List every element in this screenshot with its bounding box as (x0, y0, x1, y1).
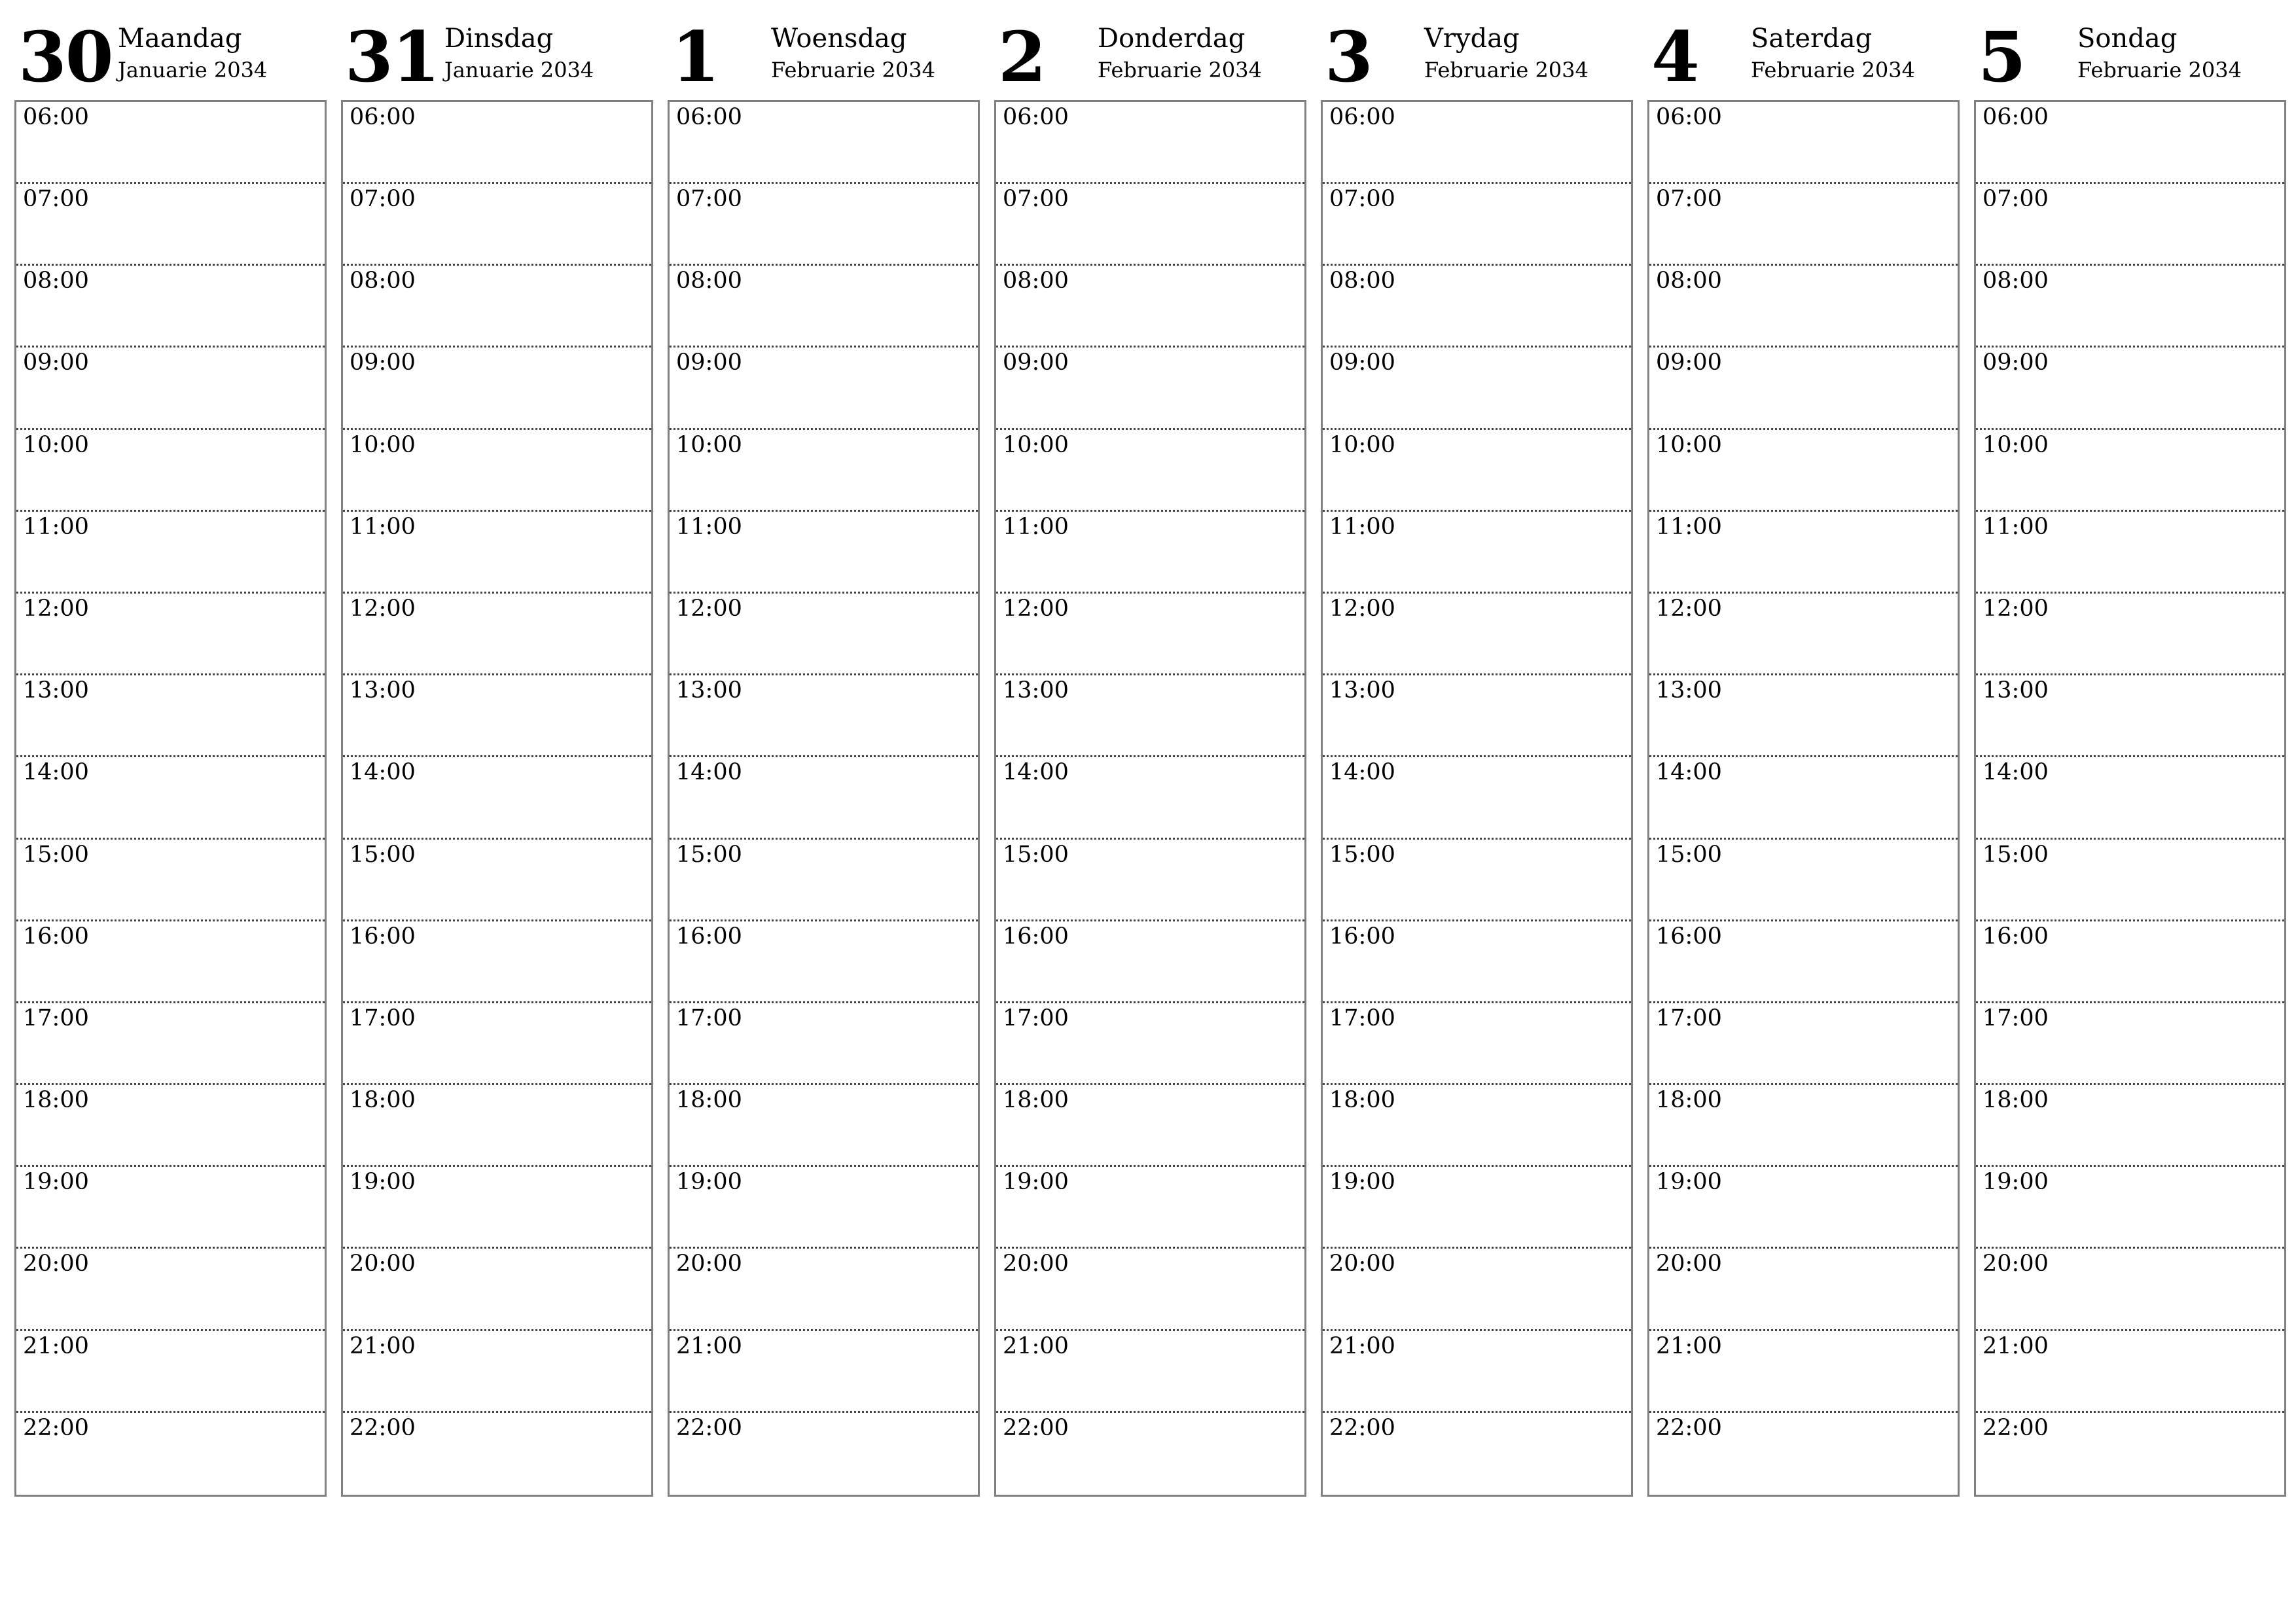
hour-slot[interactable] (670, 1003, 978, 1085)
hour-slot[interactable] (1976, 102, 2284, 184)
hour-label: 21:00 (1982, 1332, 2049, 1359)
hour-label: 07:00 (1656, 186, 1722, 212)
day-number: 30 (18, 16, 113, 98)
hour-slot[interactable] (1976, 184, 2284, 266)
hour-label: 18:00 (1982, 1087, 2049, 1114)
hour-slot[interactable] (996, 840, 1304, 921)
hour-slot[interactable] (1649, 594, 1958, 675)
hour-label: 20:00 (1982, 1251, 2049, 1277)
hour-slot[interactable] (996, 266, 1304, 348)
hour-label: 22:00 (350, 1414, 416, 1441)
hour-label: 19:00 (1656, 1169, 1722, 1196)
day-header (994, 14, 1306, 100)
hour-slot[interactable] (996, 675, 1304, 757)
hour-slot[interactable] (16, 512, 325, 594)
hour-slot[interactable] (996, 757, 1304, 839)
day-name: Donderdag (1098, 24, 1246, 54)
hour-label: 15:00 (1003, 841, 1069, 868)
day-name: Maandag (118, 24, 242, 54)
hour-label: 20:00 (1329, 1251, 1395, 1277)
hour-label: 10:00 (350, 431, 416, 458)
hour-label: 11:00 (1656, 513, 1722, 540)
hour-label: 10:00 (1003, 431, 1069, 458)
hour-slot[interactable] (343, 1413, 651, 1495)
hour-label: 21:00 (350, 1332, 416, 1359)
day-name: Woensdag (771, 24, 907, 54)
hour-slot[interactable] (16, 1167, 325, 1249)
hour-slot[interactable] (1976, 840, 2284, 921)
hour-label: 06:00 (676, 103, 742, 130)
hour-label: 07:00 (676, 186, 742, 212)
hour-slot[interactable] (1323, 921, 1631, 1003)
hour-label: 15:00 (1982, 841, 2049, 868)
hour-label: 21:00 (1003, 1332, 1069, 1359)
hour-slot[interactable] (1976, 512, 2284, 594)
day-schedule (668, 100, 980, 1497)
hour-label: 12:00 (1982, 595, 2049, 622)
hour-label: 16:00 (23, 923, 89, 950)
hour-label: 09:00 (1329, 349, 1395, 376)
hour-slot[interactable] (1649, 512, 1958, 594)
hour-slot[interactable] (1323, 594, 1631, 675)
hour-label: 16:00 (350, 923, 416, 950)
hour-slot[interactable] (16, 102, 325, 184)
hour-label: 20:00 (676, 1251, 742, 1277)
day-name: Saterdag (1751, 24, 1873, 54)
hour-label: 13:00 (1329, 677, 1395, 704)
hour-slot[interactable] (1649, 1331, 1958, 1413)
hour-label: 07:00 (23, 186, 89, 212)
hour-label: 22:00 (23, 1414, 89, 1441)
hour-slot[interactable] (1649, 675, 1958, 757)
hour-slot[interactable] (670, 675, 978, 757)
day-name: Sondag (2077, 24, 2178, 54)
hour-slot[interactable] (343, 102, 651, 184)
hour-label: 19:00 (1329, 1169, 1395, 1196)
day-number: 31 (345, 16, 439, 98)
hour-label: 19:00 (1003, 1169, 1069, 1196)
day-column (1974, 14, 2286, 1497)
hour-slot[interactable] (343, 184, 651, 266)
hour-label: 16:00 (1982, 923, 2049, 950)
hour-label: 08:00 (1003, 268, 1069, 294)
day-text (771, 24, 935, 82)
day-text (1424, 24, 1588, 82)
hour-slot[interactable] (16, 921, 325, 1003)
hour-label: 21:00 (23, 1332, 89, 1359)
hour-label: 14:00 (676, 759, 742, 786)
day-header (668, 14, 980, 100)
hour-label: 16:00 (1329, 923, 1395, 950)
day-text (118, 24, 267, 82)
hour-label: 17:00 (1003, 1005, 1069, 1031)
hour-label: 17:00 (1982, 1005, 2049, 1031)
hour-label: 13:00 (1982, 677, 2049, 704)
hour-slot[interactable] (1649, 1167, 1958, 1249)
hour-slot[interactable] (996, 1331, 1304, 1413)
hour-label: 11:00 (1982, 513, 2049, 540)
hour-slot[interactable] (16, 840, 325, 921)
month-year: Februarie 2034 (771, 58, 935, 82)
hour-slot[interactable] (16, 1249, 325, 1330)
hour-slot[interactable] (343, 348, 651, 429)
hour-slot[interactable] (670, 1331, 978, 1413)
hour-slot[interactable] (16, 1331, 325, 1413)
hour-slot[interactable] (996, 921, 1304, 1003)
hour-slot[interactable] (1323, 430, 1631, 512)
weekly-planner (14, 14, 2283, 1497)
hour-label: 14:00 (1656, 759, 1722, 786)
hour-label: 16:00 (1656, 923, 1722, 950)
month-year: Februarie 2034 (1424, 58, 1588, 82)
hour-label: 15:00 (1656, 841, 1722, 868)
hour-label: 13:00 (350, 677, 416, 704)
hour-label: 18:00 (23, 1087, 89, 1114)
hour-slot[interactable] (1976, 757, 2284, 839)
hour-label: 20:00 (350, 1251, 416, 1277)
hour-slot[interactable] (1649, 1249, 1958, 1330)
hour-slot[interactable] (343, 675, 651, 757)
hour-label: 10:00 (1982, 431, 2049, 458)
hour-slot[interactable] (343, 266, 651, 348)
day-header (1974, 14, 2286, 100)
hour-label: 08:00 (1656, 268, 1722, 294)
hour-label: 22:00 (1329, 1414, 1395, 1441)
hour-slot[interactable] (1649, 1003, 1958, 1085)
hour-label: 20:00 (1656, 1251, 1722, 1277)
hour-slot[interactable] (1649, 1085, 1958, 1167)
hour-slot[interactable] (1323, 675, 1631, 757)
day-schedule (994, 100, 1306, 1497)
month-year: Februarie 2034 (1098, 58, 1262, 82)
hour-slot[interactable] (996, 1249, 1304, 1330)
hour-slot[interactable] (1976, 1003, 2284, 1085)
hour-label: 10:00 (1329, 431, 1395, 458)
hour-label: 07:00 (1329, 186, 1395, 212)
hour-slot[interactable] (343, 1085, 651, 1167)
hour-slot[interactable] (996, 594, 1304, 675)
hour-label: 08:00 (1982, 268, 2049, 294)
hour-label: 12:00 (676, 595, 742, 622)
hour-slot[interactable] (1649, 430, 1958, 512)
hour-slot[interactable] (1323, 840, 1631, 921)
hour-label: 10:00 (676, 431, 742, 458)
day-text (1098, 24, 1262, 82)
month-year: Februarie 2034 (1751, 58, 1915, 82)
hour-slot[interactable] (996, 184, 1304, 266)
hour-label: 13:00 (676, 677, 742, 704)
day-schedule (1647, 100, 1960, 1497)
hour-label: 08:00 (676, 268, 742, 294)
hour-label: 12:00 (1329, 595, 1395, 622)
hour-label: 06:00 (350, 103, 416, 130)
hour-label: 11:00 (23, 513, 89, 540)
hour-slot[interactable] (1976, 594, 2284, 675)
hour-slot[interactable] (1323, 512, 1631, 594)
day-header (1647, 14, 1960, 100)
hour-label: 12:00 (1656, 595, 1722, 622)
hour-slot[interactable] (1323, 102, 1631, 184)
hour-slot[interactable] (343, 1249, 651, 1330)
hour-label: 07:00 (1003, 186, 1069, 212)
day-text (444, 24, 594, 82)
hour-slot[interactable] (996, 512, 1304, 594)
hour-label: 11:00 (1329, 513, 1395, 540)
month-year: Januarie 2034 (118, 58, 268, 82)
hour-label: 16:00 (1003, 923, 1069, 950)
hour-slot[interactable] (1649, 840, 1958, 921)
hour-slot[interactable] (996, 102, 1304, 184)
hour-slot[interactable] (16, 430, 325, 512)
hour-label: 06:00 (1329, 103, 1395, 130)
day-number: 1 (672, 16, 719, 98)
hour-slot[interactable] (670, 1085, 978, 1167)
day-schedule (1321, 100, 1633, 1497)
day-column (341, 14, 653, 1497)
hour-label: 09:00 (350, 349, 416, 376)
hour-label: 21:00 (1329, 1332, 1395, 1359)
hour-slot[interactable] (670, 921, 978, 1003)
hour-slot[interactable] (1976, 1085, 2284, 1167)
hour-slot[interactable] (670, 348, 978, 429)
hour-slot[interactable] (996, 1003, 1304, 1085)
hour-label: 18:00 (1329, 1087, 1395, 1114)
hour-slot[interactable] (670, 430, 978, 512)
hour-label: 09:00 (1656, 349, 1722, 376)
hour-slot[interactable] (1649, 102, 1958, 184)
hour-label: 06:00 (1003, 103, 1069, 130)
hour-label: 06:00 (23, 103, 89, 130)
hour-label: 14:00 (1982, 759, 2049, 786)
hour-label: 21:00 (676, 1332, 742, 1359)
hour-slot[interactable] (1323, 184, 1631, 266)
hour-label: 07:00 (1982, 186, 2049, 212)
hour-slot[interactable] (343, 757, 651, 839)
hour-label: 06:00 (1982, 103, 2049, 130)
hour-slot[interactable] (1649, 921, 1958, 1003)
hour-slot[interactable] (343, 594, 651, 675)
day-header (341, 14, 653, 100)
hour-slot[interactable] (1323, 1413, 1631, 1495)
day-number: 4 (1651, 16, 1698, 98)
hour-slot[interactable] (670, 184, 978, 266)
hour-label: 15:00 (350, 841, 416, 868)
hour-label: 17:00 (1329, 1005, 1395, 1031)
hour-label: 19:00 (1982, 1169, 2049, 1196)
hour-label: 22:00 (1656, 1414, 1722, 1441)
hour-slot[interactable] (1323, 1167, 1631, 1249)
hour-slot[interactable] (343, 921, 651, 1003)
hour-slot[interactable] (996, 1413, 1304, 1495)
hour-label: 15:00 (23, 841, 89, 868)
hour-label: 18:00 (1656, 1087, 1722, 1114)
hour-slot[interactable] (1649, 348, 1958, 429)
hour-label: 14:00 (350, 759, 416, 786)
hour-slot[interactable] (1323, 1085, 1631, 1167)
hour-label: 21:00 (1656, 1332, 1722, 1359)
day-number: 3 (1325, 16, 1372, 98)
hour-slot[interactable] (1649, 1413, 1958, 1495)
month-year: Februarie 2034 (2077, 58, 2242, 82)
hour-slot[interactable] (1323, 1003, 1631, 1085)
hour-label: 20:00 (1003, 1251, 1069, 1277)
day-column (1321, 14, 1633, 1497)
hour-label: 19:00 (350, 1169, 416, 1196)
hour-slot[interactable] (670, 266, 978, 348)
day-text (1751, 24, 1915, 82)
hour-slot[interactable] (1649, 266, 1958, 348)
hour-label: 13:00 (23, 677, 89, 704)
hour-label: 12:00 (350, 595, 416, 622)
hour-label: 08:00 (23, 268, 89, 294)
hour-label: 17:00 (676, 1005, 742, 1031)
hour-slot[interactable] (1976, 348, 2284, 429)
day-number: 2 (998, 16, 1045, 98)
hour-label: 22:00 (1003, 1414, 1069, 1441)
hour-label: 17:00 (350, 1005, 416, 1031)
hour-label: 13:00 (1656, 677, 1722, 704)
hour-label: 10:00 (23, 431, 89, 458)
hour-slot[interactable] (1323, 1249, 1631, 1330)
hour-slot[interactable] (670, 102, 978, 184)
hour-slot[interactable] (670, 840, 978, 921)
day-column (14, 14, 327, 1497)
day-header (14, 14, 327, 100)
hour-slot[interactable] (996, 1167, 1304, 1249)
day-schedule (1974, 100, 2286, 1497)
hour-label: 09:00 (676, 349, 742, 376)
hour-slot[interactable] (1649, 757, 1958, 839)
hour-slot[interactable] (16, 1413, 325, 1495)
hour-label: 18:00 (1003, 1087, 1069, 1114)
hour-label: 18:00 (676, 1087, 742, 1114)
hour-label: 18:00 (350, 1087, 416, 1114)
hour-slot[interactable] (343, 1331, 651, 1413)
hour-slot[interactable] (996, 348, 1304, 429)
day-schedule (341, 100, 653, 1497)
hour-slot[interactable] (1976, 1413, 2284, 1495)
hour-slot[interactable] (670, 757, 978, 839)
hour-slot[interactable] (670, 1167, 978, 1249)
hour-label: 08:00 (350, 268, 416, 294)
hour-slot[interactable] (16, 1085, 325, 1167)
hour-label: 11:00 (1003, 513, 1069, 540)
hour-label: 13:00 (1003, 677, 1069, 704)
hour-label: 11:00 (350, 513, 416, 540)
day-column (668, 14, 980, 1497)
day-column (994, 14, 1306, 1497)
hour-slot[interactable] (1323, 348, 1631, 429)
day-column (1647, 14, 1960, 1497)
hour-label: 08:00 (1329, 268, 1395, 294)
hour-slot[interactable] (16, 594, 325, 675)
hour-label: 06:00 (1656, 103, 1722, 130)
hour-slot[interactable] (670, 1413, 978, 1495)
hour-slot[interactable] (1323, 1331, 1631, 1413)
hour-label: 22:00 (676, 1414, 742, 1441)
hour-slot[interactable] (1976, 675, 2284, 757)
hour-label: 12:00 (1003, 595, 1069, 622)
hour-label: 14:00 (1003, 759, 1069, 786)
day-name: Vrydag (1424, 24, 1520, 54)
hour-slot[interactable] (1976, 266, 2284, 348)
hour-slot[interactable] (16, 1003, 325, 1085)
hour-label: 07:00 (350, 186, 416, 212)
hour-slot[interactable] (1976, 430, 2284, 512)
hour-label: 14:00 (1329, 759, 1395, 786)
hour-label: 15:00 (676, 841, 742, 868)
hour-slot[interactable] (16, 266, 325, 348)
hour-label: 09:00 (1982, 349, 2049, 376)
hour-slot[interactable] (670, 1249, 978, 1330)
hour-label: 12:00 (23, 595, 89, 622)
hour-slot[interactable] (16, 348, 325, 429)
hour-slot[interactable] (670, 594, 978, 675)
hour-slot[interactable] (1323, 757, 1631, 839)
hour-slot[interactable] (16, 184, 325, 266)
hour-label: 17:00 (23, 1005, 89, 1031)
hour-slot[interactable] (996, 430, 1304, 512)
hour-slot[interactable] (1976, 921, 2284, 1003)
hour-slot[interactable] (343, 1167, 651, 1249)
month-year: Januarie 2034 (444, 58, 594, 82)
hour-slot[interactable] (16, 757, 325, 839)
day-schedule (14, 100, 327, 1497)
hour-label: 09:00 (23, 349, 89, 376)
hour-label: 22:00 (1982, 1414, 2049, 1441)
hour-slot[interactable] (1649, 184, 1958, 266)
day-header (1321, 14, 1633, 100)
hour-slot[interactable] (670, 512, 978, 594)
hour-slot[interactable] (1976, 1331, 2284, 1413)
hour-label: 09:00 (1003, 349, 1069, 376)
hour-label: 15:00 (1329, 841, 1395, 868)
hour-slot[interactable] (343, 512, 651, 594)
day-name: Dinsdag (444, 24, 554, 54)
hour-label: 19:00 (676, 1169, 742, 1196)
hour-slot[interactable] (1323, 266, 1631, 348)
hour-label: 10:00 (1656, 431, 1722, 458)
hour-label: 17:00 (1656, 1005, 1722, 1031)
hour-slot[interactable] (1976, 1249, 2284, 1330)
hour-slot[interactable] (343, 430, 651, 512)
hour-label: 19:00 (23, 1169, 89, 1196)
day-text (2077, 24, 2242, 82)
day-number: 5 (1978, 16, 2025, 98)
hour-slot[interactable] (1976, 1167, 2284, 1249)
hour-slot[interactable] (16, 675, 325, 757)
hour-slot[interactable] (996, 1085, 1304, 1167)
hour-label: 11:00 (676, 513, 742, 540)
hour-slot[interactable] (343, 840, 651, 921)
hour-label: 14:00 (23, 759, 89, 786)
hour-label: 16:00 (676, 923, 742, 950)
hour-label: 20:00 (23, 1251, 89, 1277)
hour-slot[interactable] (343, 1003, 651, 1085)
